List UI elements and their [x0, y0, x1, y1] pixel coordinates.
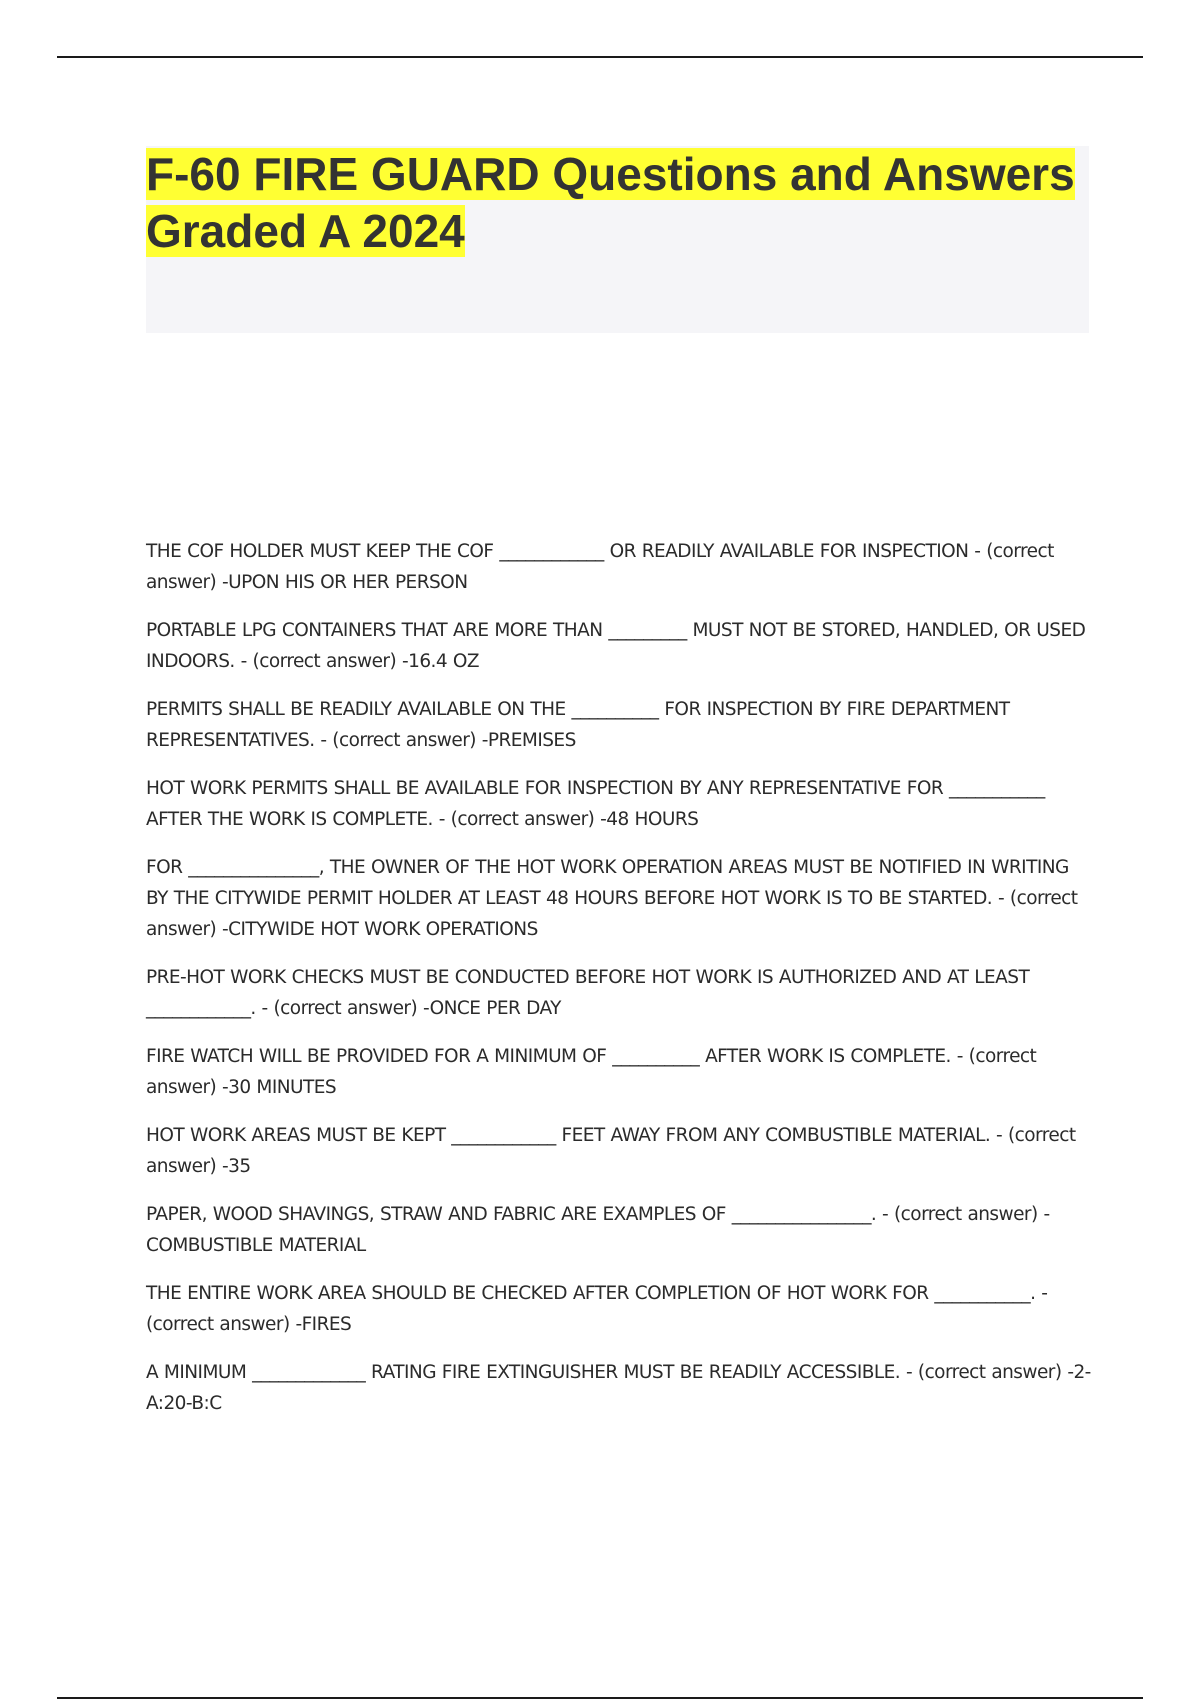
question-item: PRE-HOT WORK CHECKS MUST BE CONDUCTED BEFORE HOT WORK IS AUTHORIZED AND AT LEAST ____________. - (correct answer) -ONCE PER DAY [146, 967, 1030, 1019]
title-block [146, 146, 1089, 333]
document-title [146, 146, 1089, 260]
header-rule [57, 56, 1143, 58]
question-item: FIRE WATCH WILL BE PROVIDED FOR A MINIMUM OF __________ AFTER WORK IS COMPLETE. - (correct answer) -30 MINUTES [146, 1046, 1037, 1098]
question-item: THE COF HOLDER MUST KEEP THE COF ____________ OR READILY AVAILABLE FOR INSPECTION - (correct answer) -UPON HIS OR HER PERSON [146, 541, 1054, 593]
title-highlight: F-60 FIRE GUARD Questions and Answers Graded A 2024 [146, 148, 1075, 257]
question-item: HOT WORK AREAS MUST BE KEPT ____________ FEET AWAY FROM ANY COMBUSTIBLE MATERIAL. - (correct answer) -35 [146, 1125, 1076, 1177]
question-item: A MINIMUM _____________ RATING FIRE EXTINGUISHER MUST BE READILY ACCESSIBLE. - (correct answer) -2-A:20-B:C [146, 1362, 1091, 1414]
question-item: HOT WORK PERMITS SHALL BE AVAILABLE FOR INSPECTION BY ANY REPRESENTATIVE FOR ___________ AFTER THE WORK IS COMPLETE. - (correct answer) -48 HOURS [146, 778, 1045, 830]
question-item: PERMITS SHALL BE READILY AVAILABLE ON THE __________ FOR INSPECTION BY FIRE DEPARTMENT REPRESENTATIVES. - (correct answer) -PREMISES [146, 699, 1010, 751]
question-item: FOR _______________, THE OWNER OF THE HOT WORK OPERATION AREAS MUST BE NOTIFIED IN WRITING BY THE CITYWIDE PERMIT HOLDER AT LEAST 48 HOURS BEFORE HOT WORK IS TO BE STARTED. - (correct answer) -CITYWIDE HOT WORK OPERATIONS [146, 857, 1078, 940]
question-item: PORTABLE LPG CONTAINERS THAT ARE MORE THAN _________ MUST NOT BE STORED, HANDLED, OR USED INDOORS. - (correct answer) -16.4 OZ [146, 620, 1086, 672]
footer-rule [57, 1697, 1143, 1699]
question-item: THE ENTIRE WORK AREA SHOULD BE CHECKED AFTER COMPLETION OF HOT WORK FOR ___________. - (correct answer) -FIRES [146, 1283, 1048, 1335]
question-list [146, 536, 1092, 1436]
question-item: PAPER, WOOD SHAVINGS, STRAW AND FABRIC ARE EXAMPLES OF ________________. - (correct answer) -COMBUSTIBLE MATERIAL [146, 1204, 1050, 1256]
